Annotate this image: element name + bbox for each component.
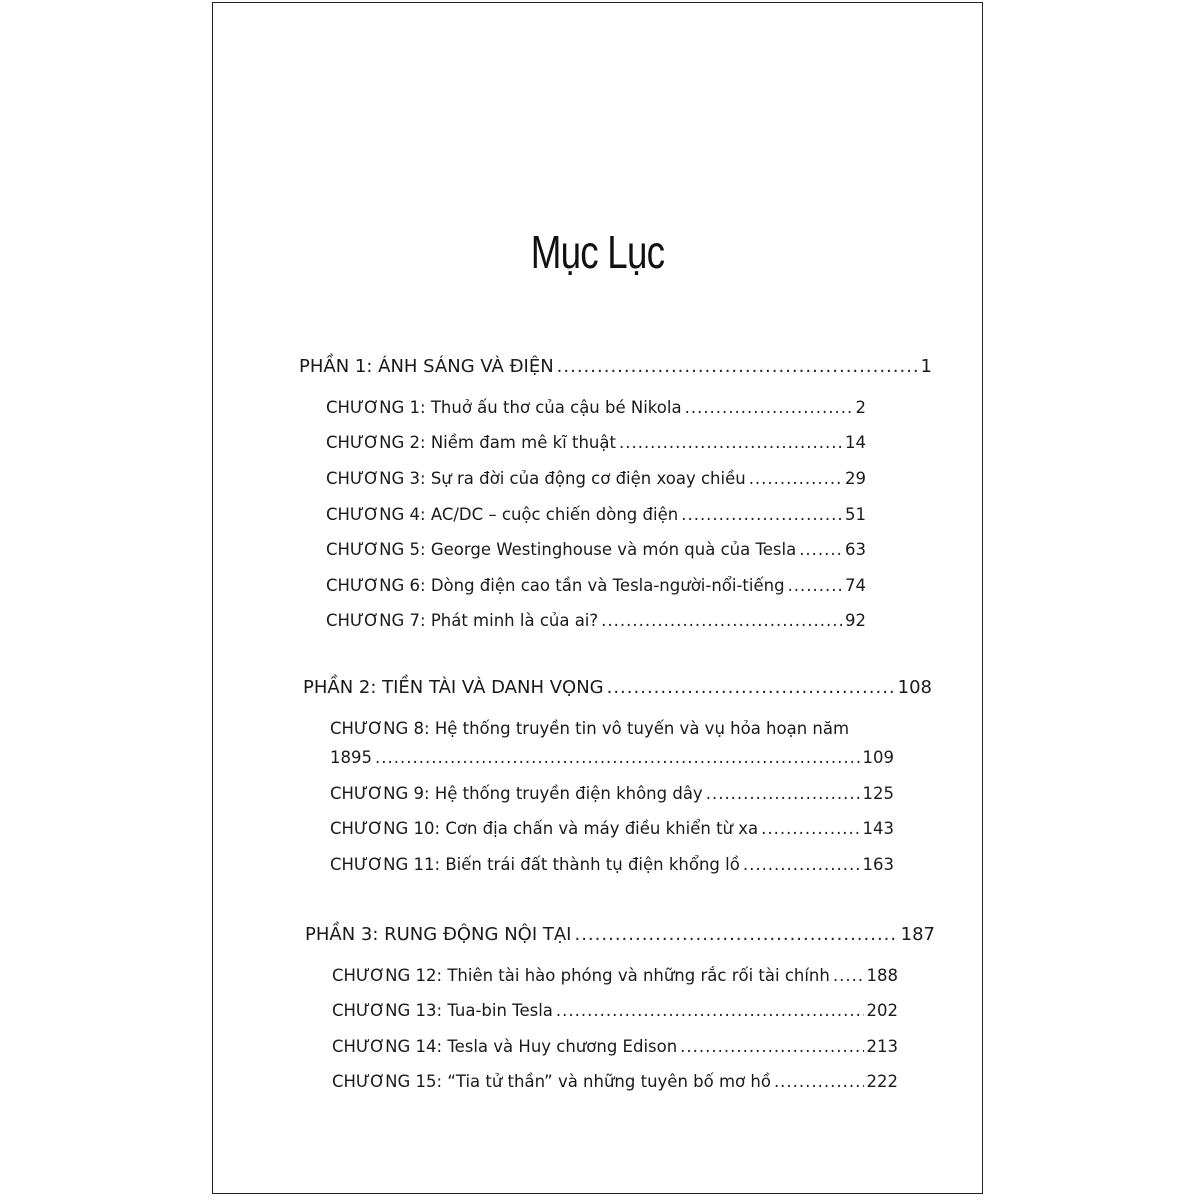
leader-dots: [556, 1001, 864, 1020]
toc-chapter-entry-page-number: 29: [845, 469, 866, 488]
toc-chapter-entry-title: CHƯƠNG 9: Hệ thống truyền điện không dây: [330, 784, 703, 803]
leader-dots: [375, 748, 860, 767]
toc-part-entry-title: PHẦN 1: ÁNH SÁNG VÀ ĐIỆN: [299, 356, 554, 377]
toc-chapter-entry-title: CHƯƠNG 6: Dòng điện cao tần và Tesla-người-nổi-tiếng: [326, 576, 785, 595]
toc-chapter-entry-title: CHƯƠNG 14: Tesla và Huy chương Edison: [332, 1037, 678, 1056]
toc-chapter-entry-page-number: 2: [855, 398, 866, 417]
toc-chapter-entry-page-number: 92: [845, 611, 866, 630]
toc-chapter-entry-title: CHƯƠNG 2: Niềm đam mê kĩ thuật: [326, 433, 616, 452]
toc-chapter-entry: [332, 966, 898, 990]
leader-dots: [574, 924, 897, 945]
leader-dots: [681, 505, 842, 524]
toc-chapter-entry-title: CHƯƠNG 3: Sự ra đời của động cơ điện xoay chiều: [326, 469, 746, 488]
toc-part-entry-page-number: 1: [920, 356, 932, 377]
toc-chapter-entry-page-number: 222: [866, 1072, 898, 1091]
toc-chapter-entry-page-number: 51: [845, 505, 866, 524]
toc-chapter-entry-page-number: 163: [862, 855, 894, 874]
leader-dots: [706, 784, 860, 803]
toc-chapter-entry-title: CHƯƠNG 4: AC/DC – cuộc chiến dòng điện: [326, 505, 679, 524]
leader-dots: [607, 677, 895, 698]
leader-dots: [743, 855, 860, 874]
toc-chapter-entry-title: CHƯƠNG 5: George Westinghouse và món quà của Tesla: [326, 540, 797, 559]
toc-chapter-entry-title: CHƯƠNG 1: Thuở ấu thơ của cậu bé Nikola: [326, 398, 682, 417]
page-title: Mục Lục: [530, 226, 665, 278]
toc-chapter-entry-page-number: 188: [866, 966, 898, 985]
toc-chapter-entry-page-number: 202: [866, 1001, 898, 1020]
toc-chapter-entry: [330, 748, 894, 772]
leader-dots: [601, 611, 842, 630]
toc-chapter-entry-title: CHƯƠNG 12: Thiên tài hào phóng và những rắc rối tài chính: [332, 966, 830, 985]
toc-chapter-entry-page-number: 63: [845, 540, 866, 559]
toc-chapter-entry: [326, 469, 866, 493]
toc-chapter-entry: [332, 1037, 898, 1061]
toc-chapter-entry: [326, 505, 866, 529]
toc-chapter-entry-title: 1895: [330, 748, 372, 767]
toc-chapter-entry-title: CHƯƠNG 10: Cơn địa chấn và máy điều khiển từ xa: [330, 819, 759, 838]
toc-chapter-entry-page-number: 14: [845, 433, 866, 452]
leader-dots: [680, 1037, 863, 1056]
toc-chapter-entry-title: CHƯƠNG 15: “Tia tử thần” và những tuyên bố mơ hồ: [332, 1072, 771, 1091]
leader-dots: [774, 1072, 864, 1091]
toc-part-entry: [303, 677, 932, 703]
toc-chapter-title-line: CHƯƠNG 8: Hệ thống truyền tin vô tuyến và vụ hỏa hoạn năm: [330, 719, 850, 738]
toc-part-entry: [305, 924, 935, 950]
toc-chapter-entry: [326, 433, 866, 457]
toc-part-entry-page-number: 108: [897, 677, 932, 698]
toc-chapter-entry: [326, 611, 866, 635]
toc-chapter-entry: [326, 576, 866, 600]
toc-part-entry-page-number: 187: [900, 924, 935, 945]
toc-chapter-entry: [332, 1001, 898, 1025]
toc-chapter-entry-page-number: 109: [862, 748, 894, 767]
toc-chapter-entry-title: CHƯƠNG 13: Tua-bin Tesla: [332, 1001, 553, 1020]
leader-dots: [833, 966, 864, 985]
toc-part-entry: [299, 356, 932, 382]
toc-chapter-entry-page-number: 125: [862, 784, 894, 803]
toc-chapter-entry: [330, 819, 894, 843]
leader-dots: [749, 469, 842, 488]
leader-dots: [619, 433, 842, 452]
leader-dots: [685, 398, 853, 417]
toc-part-entry-title: PHẦN 2: TIỀN TÀI VÀ DANH VỌNG: [303, 677, 604, 698]
toc-chapter-entry: [326, 398, 866, 422]
leader-dots: [761, 819, 859, 838]
leader-dots: [799, 540, 842, 559]
toc-part-entry-title: PHẦN 3: RUNG ĐỘNG NỘI TẠI: [305, 924, 572, 945]
toc-chapter-entry-page-number: 74: [845, 576, 866, 595]
toc-chapter-entry-title: CHƯƠNG 11: Biến trái đất thành tụ điện khổng lồ: [330, 855, 740, 874]
leader-dots: [788, 576, 842, 595]
toc-chapter-entry: [332, 1072, 898, 1096]
toc-chapter-entry: [326, 540, 866, 564]
toc-chapter-entry-page-number: 143: [862, 819, 894, 838]
leader-dots: [557, 356, 918, 377]
toc-chapter-entry: [330, 784, 894, 808]
toc-chapter-entry: [330, 855, 894, 879]
toc-chapter-entry-page-number: 213: [866, 1037, 898, 1056]
toc-chapter-entry-title: CHƯƠNG 7: Phát minh là của ai?: [326, 611, 599, 630]
